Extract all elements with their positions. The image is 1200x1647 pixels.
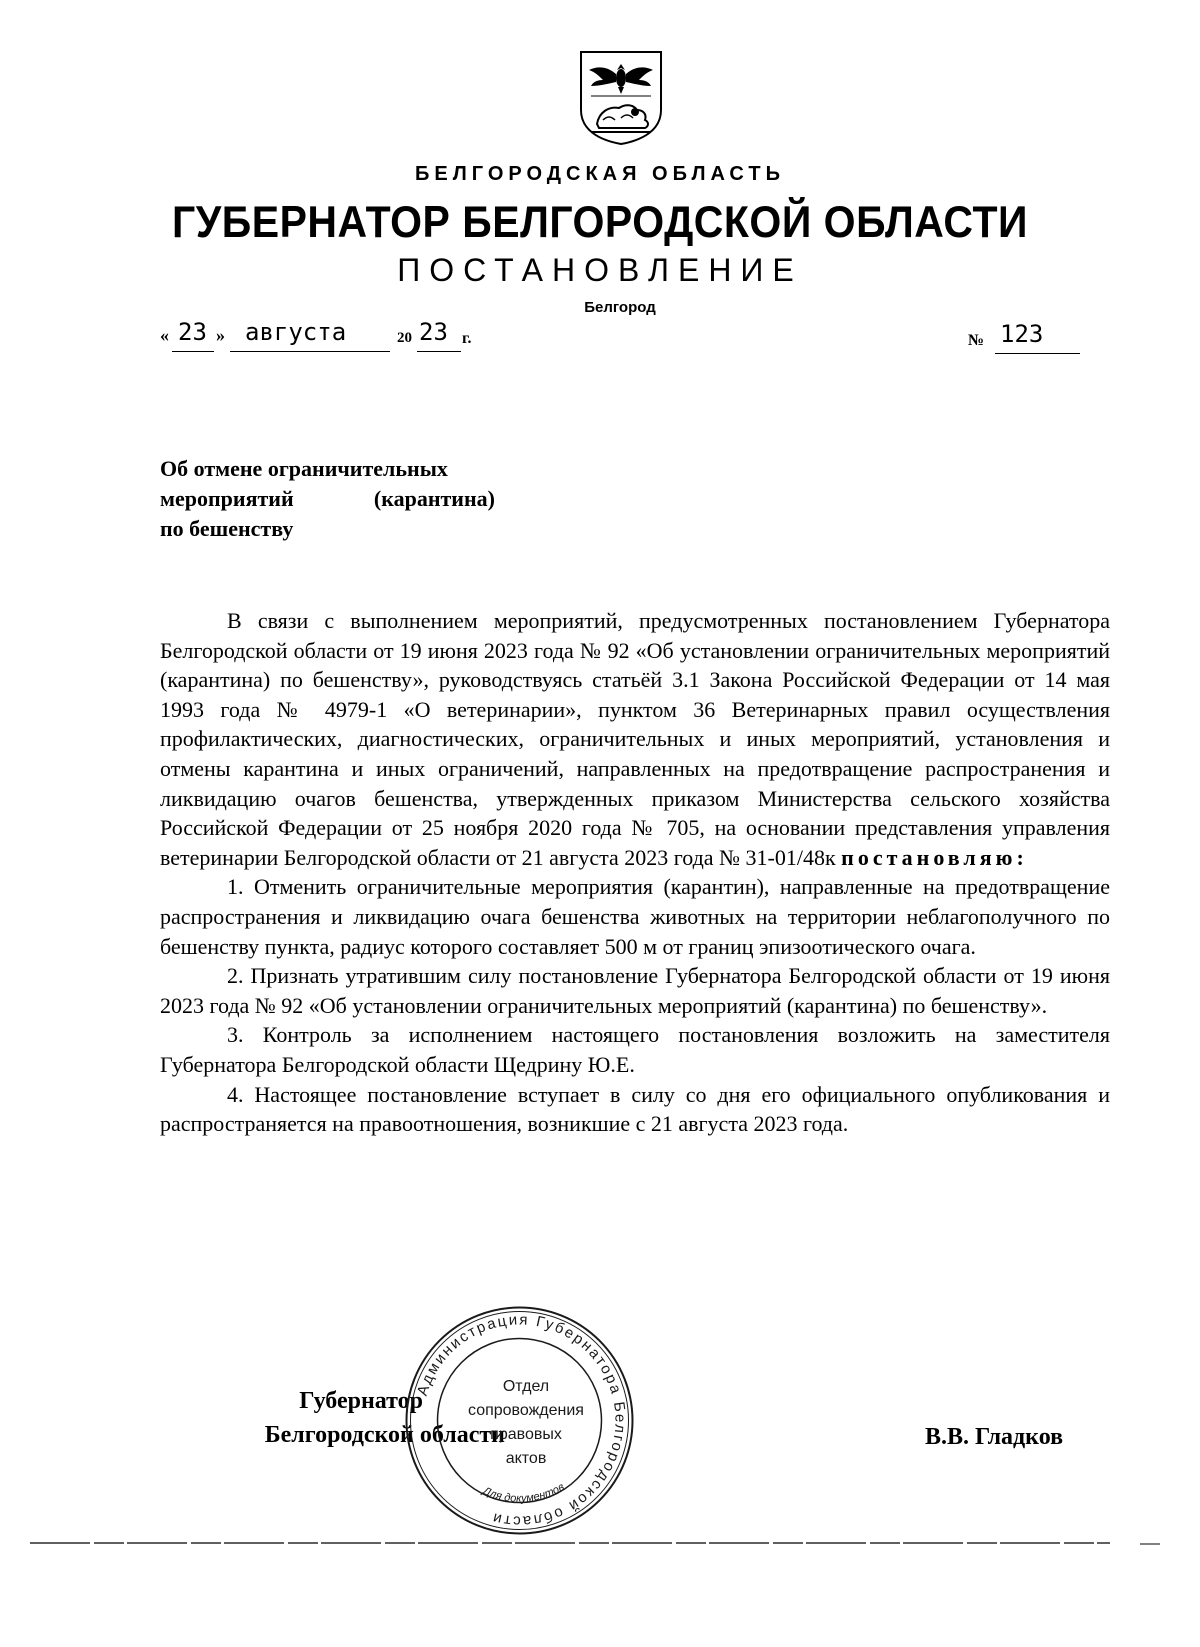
signatory-position-line-1: Губернатор [299,1388,423,1414]
number-label: № [968,332,985,349]
stamp-line-3: правовых [490,1426,562,1443]
document-issuer-title: ГУБЕРНАТОР БЕЛГОРОДСКОЙ ОБЛАСТИ [172,197,1028,247]
signatory-position [160,1384,505,1452]
coat-of-arms-icon [577,50,665,146]
date-open-quote: « [160,325,169,345]
date-line [160,325,169,346]
clause-2: 2. Признать утратившим силу постановление Губернатора Белгородской области от 19 июня 2023 года № 92 «Об установлении ограничительных мероприятий (карантина) по бешенству». [160,963,1110,1018]
date-close-quote: » [216,325,225,345]
stamp-outer-text: Администрация Губернатора Белгородской области [413,1311,629,1530]
clause-1: 1. Отменить ограничительные мероприятия (карантин), направленные на предотвращение распространения и ликвидацию очага бешенства животных на территории неблагополучного по бешенству пункта, радиус которого составляет 500 м от границ эпизоотического очага. [160,874,1110,959]
preamble-text: В связи с выполнением мероприятий, предусмотренных постановлением Губернатора Белгородской области от 19 июня 2023 года № 92 «Об установлении ограничительных мероприятий (карантина) по бешенству», руководствуясь статьёй 3.1 Закона Российской Федерации от 14 мая 1993 года № 4979-1 «О ветеринарии», пунктом 36 Ветеринарных правил осуществления профилактических, диагностических, ограничительных и иных мероприятий, установления и отмены карантина и иных ограничений, направленных на предотвращение распространения и ликвидацию очагов бешенства, утвержденных приказом Министерства сельского хозяйства Российской Федерации от 25 ноября 2020 года № 705, на основании представления управления ветеринарии Белгородской области от 21 августа 2023 года № 31-01/48к [160,608,1110,870]
stamp-bottom-text: Для документов [480,1480,567,1505]
signatory-name: В.В. Гладков [925,1424,1064,1450]
date-year-suffix: 23 [419,318,448,346]
stamp-line-1: Отдел [502,1378,550,1395]
document-body [160,606,1110,1139]
date-day: 23 [178,318,207,346]
number-underline [995,353,1080,354]
official-stamp [402,1303,637,1538]
document-type: ПОСТАНОВЛЕНИЕ [397,252,803,288]
region-name: БЕЛГОРОДСКАЯ ОБЛАСТЬ [415,163,785,185]
footer-rule [0,1540,1200,1546]
date-year-prefix: 20 [397,330,412,346]
document-subject [160,454,495,544]
signatory-position-line-2: Белгородской области [264,1422,505,1448]
subject-line-3: по бешенству [160,516,294,541]
subject-line-2: мероприятий (карантина) [160,486,495,511]
decree-word: постановляю: [841,844,1028,870]
date-month: августа [245,318,347,346]
city-name: Белгород [584,299,656,316]
clause-3: 3. Контроль за исполнением настоящего постановления возложить на заместителя Губернатора Белгородской области Щедрину Ю.Е. [160,1022,1110,1077]
date-month-underline [230,351,390,352]
preamble-paragraph [160,606,1110,872]
date-year-label: г. [462,330,472,347]
date-day-underline [172,351,214,352]
stamp-line-4: актов [505,1450,547,1467]
subject-line-1: Об отмене ограничительных [160,456,448,481]
date-year-underline [417,351,461,352]
stamp-line-2: сопровождения [468,1402,584,1419]
clause-4: 4. Настоящее постановление вступает в силу со дня его официального опубликования и распространяется на правоотношения, возникшие с 21 августа 2023 года. [160,1081,1110,1137]
number-value: 123 [1000,320,1044,348]
